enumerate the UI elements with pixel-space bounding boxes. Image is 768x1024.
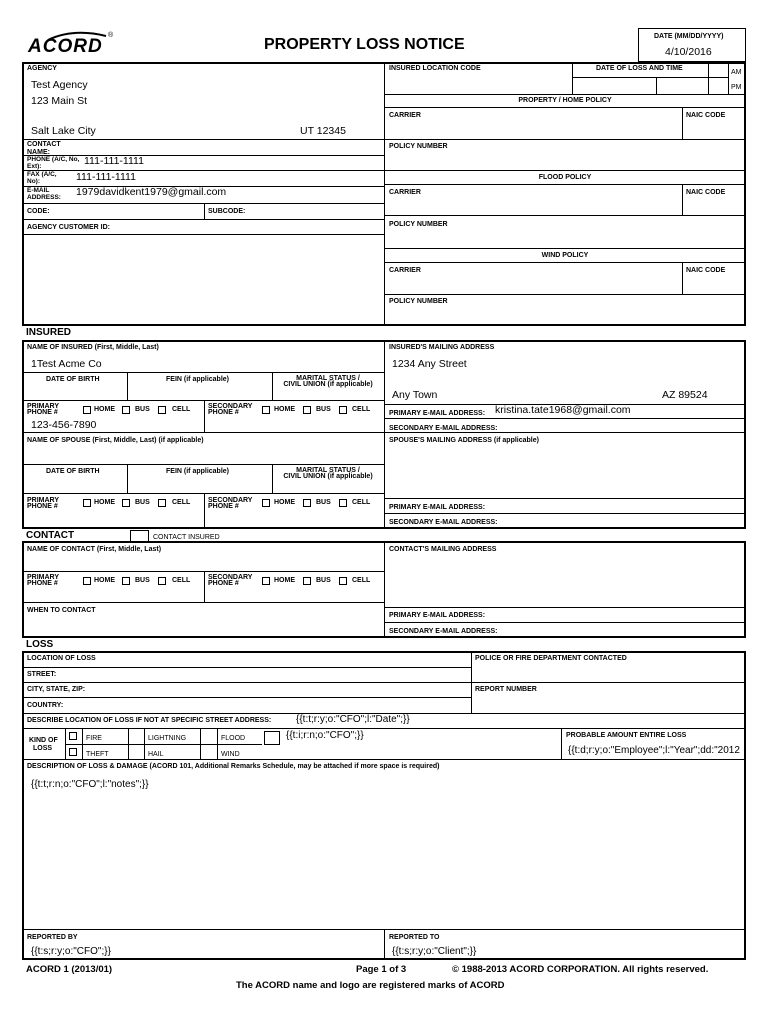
date-value[interactable]: 4/10/2016 [665, 46, 712, 58]
insured-primary-home-checkbox[interactable] [83, 406, 91, 414]
insured-marital-label: MARITAL STATUS / [296, 375, 360, 382]
insured-name-label: NAME OF INSURED (First, Middle, Last) [27, 344, 159, 351]
insured-secondary-home-checkbox[interactable] [262, 406, 270, 414]
date-of-loss-label: DATE OF LOSS AND TIME [596, 65, 683, 72]
contact-secondary-bus-checkbox[interactable] [303, 577, 311, 585]
contact-secondary-email-label: SECONDARY E-MAIL ADDRESS: [389, 628, 498, 635]
registered-marks: The ACORD name and logo are registered marks of ACORD [236, 980, 505, 991]
wind-policy-label: WIND POLICY [541, 252, 589, 259]
description-value[interactable]: {{t:t;r:n;o:"CFO";l:"notes";}} [31, 779, 149, 790]
agency-email[interactable]: 1979davidkent1979@gmail.com [76, 186, 227, 198]
theft-label: THEFT [86, 751, 109, 758]
agency-state-zip[interactable]: UT 12345 [300, 125, 346, 137]
agency-city[interactable]: Salt Lake City [31, 125, 96, 137]
insured-location-code-label: INSURED LOCATION CODE [389, 65, 481, 72]
insured-secondary-label: SECONDARY [208, 403, 253, 410]
am-label: AM [731, 69, 742, 76]
spouse-mailing-label: SPOUSE'S MAILING ADDRESS (if applicable) [389, 437, 539, 444]
contact-mailing-label: CONTACT'S MAILING ADDRESS [389, 546, 497, 553]
spouse-fein-label: FEIN (if applicable) [166, 468, 230, 475]
spouse-secondary-phone-label: PHONE # [208, 503, 239, 510]
registered-mark: ® [108, 32, 114, 39]
spouse-secondary-bus-label: BUS [316, 499, 331, 506]
reported-by-label: REPORTED BY [27, 934, 78, 941]
insured-primary-cell-checkbox[interactable] [158, 406, 166, 414]
spouse-primary-label: PRIMARY [27, 497, 60, 504]
insured-secondary-cell-checkbox[interactable] [339, 406, 347, 414]
acord-logo [28, 30, 118, 56]
spouse-primary-bus-label: BUS [135, 499, 150, 506]
agency-fax[interactable]: 111-111-1111 [76, 171, 136, 183]
describe-location-value[interactable]: {{t:t;r:y;o:"CFO";l:"Date";}} [296, 714, 410, 725]
code-label: CODE: [27, 208, 50, 215]
contact-section-title: CONTACT [26, 530, 75, 541]
contact-secondary-phone-label: PHONE # [208, 580, 239, 587]
acord-logo-text: ACORD [28, 36, 103, 57]
contact-secondary-bus-label: BUS [316, 577, 331, 584]
lightning-label: LIGHTNING [148, 735, 187, 742]
report-number-label: REPORT NUMBER [475, 686, 537, 693]
date-label: DATE (MM/DD/YYYY) [654, 33, 724, 40]
insured-secondary-cell-label: CELL [352, 406, 371, 413]
flood-label: FLOOD [221, 735, 246, 742]
contact-secondary-cell-checkbox[interactable] [339, 577, 347, 585]
property-home-policy-label: PROPERTY / HOME POLICY [518, 97, 612, 104]
spouse-primary-cell-checkbox[interactable] [158, 499, 166, 507]
contact-primary-bus-label: BUS [135, 577, 150, 584]
insured-fein-label: FEIN (if applicable) [166, 376, 230, 383]
spouse-civil-label: CIVIL UNION (if applicable) [283, 473, 373, 480]
agency-address[interactable]: 123 Main St [31, 95, 88, 107]
contact-primary-cell-label: CELL [172, 577, 191, 584]
spouse-secondary-bus-checkbox[interactable] [303, 499, 311, 507]
contact-secondary-home-label: HOME [274, 577, 295, 584]
spouse-primary-bus-checkbox[interactable] [122, 499, 130, 507]
page-title: PROPERTY LOSS NOTICE [264, 36, 465, 53]
spouse-secondary-home-label: HOME [274, 499, 295, 506]
phone-label: PHONE (A/C, No, Ext): [27, 156, 80, 170]
insured-phone[interactable]: 123-456-7890 [31, 419, 97, 431]
spouse-primary-phone-label: PHONE # [27, 503, 58, 510]
contact-primary-home-label: HOME [94, 577, 115, 584]
customer-id-label: AGENCY CUSTOMER ID: [27, 224, 110, 231]
insured-primary-email[interactable]: kristina.tate1968@gmail.com [495, 404, 631, 416]
contact-secondary-cell-label: CELL [352, 577, 371, 584]
spouse-dob-label: DATE OF BIRTH [46, 468, 100, 475]
insured-secondary-bus-label: BUS [316, 406, 331, 413]
loss-section-title: LOSS [26, 639, 54, 650]
kind-of-loss-label: KIND OF [29, 737, 58, 744]
insured-primary-bus-label: BUS [135, 406, 150, 413]
contact-name-label-2: NAME OF CONTACT (First, Middle, Last) [27, 546, 162, 553]
insured-secondary-email-label: SECONDARY E-MAIL ADDRESS: [389, 425, 498, 432]
country-label: COUNTRY: [27, 702, 64, 709]
insured-mailing-label: INSURED'S MAILING ADDRESS [389, 344, 495, 351]
property-policy-number-label: POLICY NUMBER [389, 143, 448, 150]
insured-state-zip[interactable]: AZ 89524 [662, 389, 708, 401]
kind-of-loss-value[interactable]: {{t:i;r:n;o:"CFO";}} [286, 730, 364, 741]
insured-street[interactable]: 1234 Any Street [392, 358, 467, 370]
reported-to-label: REPORTED TO [389, 934, 440, 941]
contact-name-label: CONTACT NAME: [27, 141, 61, 156]
agency-phone[interactable]: 111-111-1111 [84, 155, 144, 167]
spouse-secondary-home-checkbox[interactable] [262, 499, 270, 507]
probable-amount-label: PROBABLE AMOUNT ENTIRE LOSS [566, 732, 687, 739]
pm-label: PM [731, 84, 742, 91]
insured-primary-cell-label: CELL [172, 406, 191, 413]
form-number: ACORD 1 (2013/01) [26, 964, 113, 975]
spouse-primary-email-label: PRIMARY E-MAIL ADDRESS: [389, 504, 486, 511]
spouse-primary-cell-label: CELL [172, 499, 191, 506]
contact-secondary-label: SECONDARY [208, 574, 253, 581]
hail-label: HAIL [148, 751, 164, 758]
subcode-label: SUBCODE: [208, 208, 246, 215]
agency-label: AGENCY [27, 65, 57, 72]
copyright: © 1988-2013 ACORD CORPORATION. All rights reserved. [452, 964, 709, 975]
fire-label: FIRE [86, 735, 102, 742]
contact-insured-label: CONTACT INSURED [153, 534, 220, 541]
insured-name[interactable]: 1Test Acme Co [31, 358, 102, 370]
property-carrier-label: CARRIER [389, 112, 421, 119]
contact-primary-phone-label: PHONE # [27, 580, 58, 587]
spouse-name-label: NAME OF SPOUSE (First, Middle, Last) (if applicable) [27, 437, 204, 444]
wind-label: WIND [221, 751, 240, 758]
contact-primary-home-checkbox[interactable] [83, 577, 91, 585]
fire-checkbox[interactable] [69, 732, 77, 740]
spouse-primary-home-checkbox[interactable] [83, 499, 91, 507]
spouse-secondary-email-label: SECONDARY E-MAIL ADDRESS: [389, 519, 498, 526]
contact-primary-email-label: PRIMARY E-MAIL ADDRESS: [389, 612, 486, 619]
reported-to-value[interactable]: {{t:s;r:y;o:"Client";}} [392, 946, 477, 957]
agency-name[interactable]: Test Agency [31, 79, 88, 91]
location-of-loss-label: LOCATION OF LOSS [27, 655, 96, 662]
spouse-primary-home-label: HOME [94, 499, 115, 506]
description-label: DESCRIPTION OF LOSS & DAMAGE (ACORD 101, Additional Remarks Schedule, may be attached if more space is required) [27, 763, 440, 770]
insured-primary-bus-checkbox[interactable] [122, 406, 130, 414]
fax-label: FAX (A/C, No): [27, 171, 57, 185]
wind-naic-label: NAIC CODE [686, 267, 726, 274]
wind-policy-number-label: POLICY NUMBER [389, 298, 448, 305]
insured-secondary-home-label: HOME [274, 406, 295, 413]
contact-secondary-home-checkbox[interactable] [262, 577, 270, 585]
insured-dob-label: DATE OF BIRTH [46, 376, 100, 383]
insured-city[interactable]: Any Town [392, 389, 438, 401]
spouse-marital-label: MARITAL STATUS / [296, 467, 360, 474]
kind-of-loss-label-2: LOSS [33, 745, 53, 752]
street-label: STREET: [27, 671, 57, 678]
city-state-zip-label: CITY, STATE, ZIP: [27, 686, 86, 693]
insured-primary-phone-label: PHONE # [27, 409, 58, 416]
contact-primary-label: PRIMARY [27, 574, 60, 581]
insured-civil-label: CIVIL UNION (if applicable) [283, 381, 373, 388]
property-naic-label: NAIC CODE [686, 112, 726, 119]
insured-primary-label: PRIMARY [27, 403, 60, 410]
insured-primary-email-label: PRIMARY E-MAIL ADDRESS: [389, 410, 486, 417]
insured-secondary-phone-label: PHONE # [208, 409, 239, 416]
other-loss-checkbox[interactable] [264, 731, 280, 745]
page-number: Page 1 of 3 [356, 964, 407, 975]
insured-section-title: INSURED [26, 327, 72, 338]
insured-primary-home-label: HOME [94, 406, 115, 413]
describe-location-label: DESCRIBE LOCATION OF LOSS IF NOT AT SPECIFIC STREET ADDRESS: [27, 717, 272, 724]
when-to-contact-label: WHEN TO CONTACT [27, 607, 96, 614]
flood-carrier-label: CARRIER [389, 189, 421, 196]
flood-policy-number-label: POLICY NUMBER [389, 221, 448, 228]
email-label: E-MAIL ADDRESS: [27, 187, 61, 201]
spouse-secondary-cell-label: CELL [352, 499, 371, 506]
flood-policy-label: FLOOD POLICY [538, 174, 592, 181]
flood-naic-label: NAIC CODE [686, 189, 726, 196]
contact-primary-cell-checkbox[interactable] [158, 577, 166, 585]
contact-primary-bus-checkbox[interactable] [122, 577, 130, 585]
theft-checkbox[interactable] [69, 748, 77, 756]
wind-carrier-label: CARRIER [389, 267, 421, 274]
insured-secondary-bus-checkbox[interactable] [303, 406, 311, 414]
probable-amount-value[interactable]: {{t:d;r:y;o:"Employee";l:"Year";dd:"2012 [568, 745, 740, 756]
spouse-secondary-cell-checkbox[interactable] [339, 499, 347, 507]
spouse-secondary-label: SECONDARY [208, 497, 253, 504]
police-label: POLICE OR FIRE DEPARTMENT CONTACTED [475, 655, 627, 662]
reported-by-value[interactable]: {{t:s;r:y;o:"CFO";}} [31, 946, 111, 957]
